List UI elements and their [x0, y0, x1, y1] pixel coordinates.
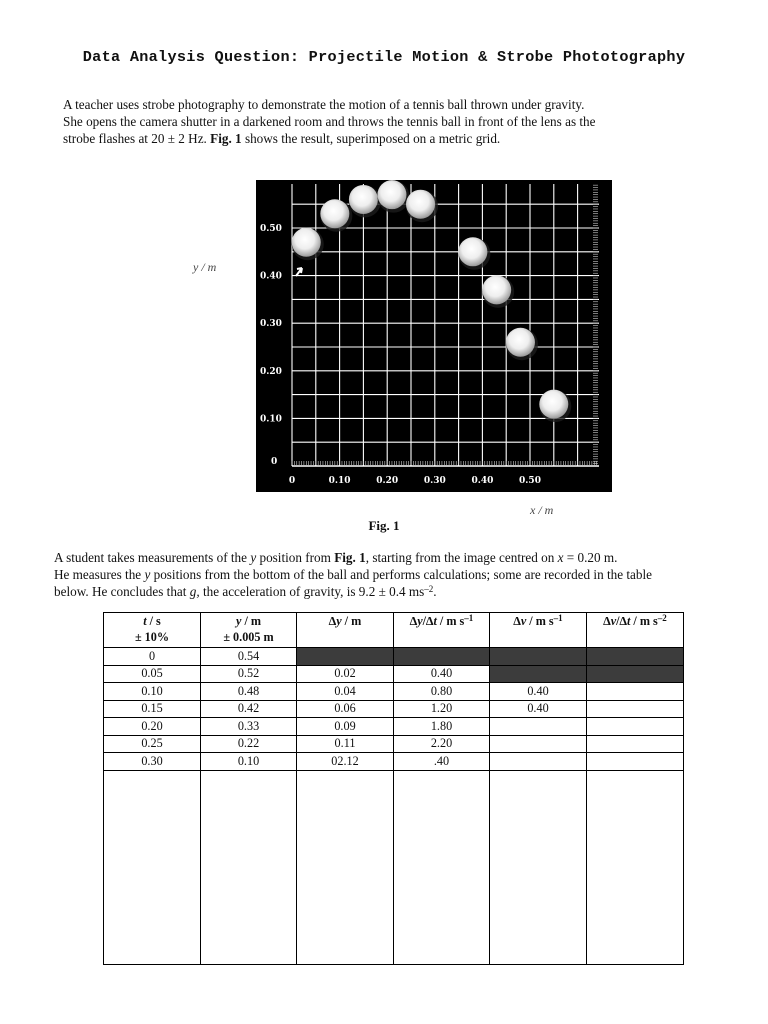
- header-dv: ∆v / m $s^{-1}$: [490, 613, 587, 648]
- student-paragraph: [54, 549, 754, 600]
- student-text: the acceleration of gravity, is 9.2 ± 0.4 ms: [199, 584, 425, 599]
- tennis-ball: [406, 190, 435, 219]
- table-cell: 1.80: [394, 718, 490, 736]
- student-text: , starting from the image centred on: [365, 550, 558, 565]
- intro-line-2: She opens the camera shutter in a darkened room and throws the tennis ball in front of the lens as the: [63, 114, 596, 129]
- header-dy: ∆y / m: [297, 613, 394, 648]
- tennis-ball: [320, 199, 349, 228]
- y-axis-label: y / m: [193, 260, 217, 274]
- table-cell: [104, 770, 201, 965]
- figure-caption: Fig. 1: [368, 518, 400, 533]
- table-cell: 0.40: [490, 683, 587, 701]
- x-tick-label: 0.50: [519, 476, 541, 486]
- student-text: .: [433, 584, 437, 599]
- y-tick-label: 0.20: [260, 366, 282, 377]
- table-cell: [587, 735, 684, 753]
- table-header-row: [104, 613, 684, 648]
- tennis-ball: [377, 180, 406, 209]
- table-cell: [490, 665, 587, 683]
- tennis-ball: [349, 185, 378, 214]
- table-cell: [587, 665, 684, 683]
- table-row: [104, 665, 684, 683]
- table-cell: 2.20: [394, 735, 490, 753]
- table-cell: 0.33: [201, 718, 297, 736]
- student-text: He measures the: [54, 567, 145, 582]
- table-cell: [490, 648, 587, 666]
- intro-line-3: [63, 130, 743, 147]
- y-tick-label: 0.30: [260, 319, 282, 330]
- table-cell: 0.10: [104, 683, 201, 701]
- table-cell: 0.11: [297, 735, 394, 753]
- table-row: [104, 770, 684, 965]
- table-cell: 0.10: [201, 753, 297, 771]
- table-cell: [490, 770, 587, 965]
- table-cell: [490, 718, 587, 736]
- table-cell: 1.20: [394, 700, 490, 718]
- x-tick-label: 0.40: [471, 476, 494, 486]
- student-text: x: [557, 550, 564, 565]
- x-tick-label: 0.20: [376, 476, 399, 486]
- y-tick-label: 0.10: [260, 414, 282, 425]
- y-tick-label: 0: [271, 457, 278, 467]
- header-time: t / s ± 10%: [104, 613, 201, 648]
- intro-line-3-a: strobe flashes at 20 ± 2 Hz.: [63, 131, 211, 146]
- x-axis-label: x / m: [530, 503, 554, 517]
- table-row: [104, 648, 684, 666]
- table-row: [104, 753, 684, 771]
- table-cell: [587, 718, 684, 736]
- student-text: below. He concludes that: [54, 584, 190, 599]
- y-tick-label: 0.40: [260, 271, 282, 282]
- student-text: –2: [424, 584, 434, 594]
- student-fig-ref: Fig. 1: [334, 550, 366, 565]
- student-text: g,: [189, 584, 200, 599]
- table-row: [104, 735, 684, 753]
- table-cell: [587, 700, 684, 718]
- tennis-ball: [458, 237, 487, 266]
- table-cell: 0.15: [104, 700, 201, 718]
- y-tick-label: 0.50: [260, 224, 282, 234]
- student-text: position from: [256, 550, 335, 565]
- x-tick-label: 0.10: [328, 476, 351, 486]
- student-text: = 0.20 m.: [563, 550, 618, 565]
- student-line-2: [54, 566, 754, 583]
- header-y: y / m ± 0.005 m: [201, 613, 297, 648]
- data-table: [103, 612, 684, 965]
- page-title: Data Analysis Question: Projectile Motion & Strobe Phototography: [82, 48, 686, 66]
- table-cell: 0.54: [201, 648, 297, 666]
- intro-line-3-b: shows the result, superimposed on a metric grid.: [241, 131, 501, 146]
- header-dy-dt: ∆y/∆t / m $s^{-1}$: [394, 613, 490, 648]
- student-text: y: [144, 567, 151, 582]
- strobe-grid: [256, 180, 612, 492]
- table-cell: 0.20: [104, 718, 201, 736]
- table-cell: [201, 770, 297, 965]
- student-text: y: [250, 550, 257, 565]
- table-cell: 0.06: [297, 700, 394, 718]
- student-text: positions from the bottom of the ball and performs calculations; some are recorded in the table: [150, 567, 653, 582]
- table-cell: [490, 753, 587, 771]
- table-cell: 0.80: [394, 683, 490, 701]
- x-tick-label: 0.30: [423, 476, 446, 486]
- table-row: [104, 683, 684, 701]
- table-cell: [297, 648, 394, 666]
- tennis-ball: [482, 275, 511, 304]
- table-cell: 0.40: [394, 665, 490, 683]
- tennis-ball: [292, 228, 321, 257]
- launch-arrow-icon: [296, 268, 302, 276]
- x-tick-label: 0: [288, 476, 296, 486]
- table-cell: 0.04: [297, 683, 394, 701]
- table-cell: 0.52: [201, 665, 297, 683]
- header-dv-dt: ∆v/∆t / m $s^{-2}$: [587, 613, 684, 648]
- table-cell: [394, 770, 490, 965]
- intro-paragraph: [63, 96, 743, 147]
- table-cell: [490, 735, 587, 753]
- table-row: [104, 718, 684, 736]
- table-cell: [587, 753, 684, 771]
- table-cell: [587, 683, 684, 701]
- table-cell: 0.09: [297, 718, 394, 736]
- table-cell: 0.25: [104, 735, 201, 753]
- table-cell: 0.02: [297, 665, 394, 683]
- table-cell: 0.42: [201, 700, 297, 718]
- student-line-3: [54, 583, 754, 600]
- intro-line-1: A teacher uses strobe photography to demonstrate the motion of a tennis ball thrown under gravity.: [63, 97, 585, 112]
- table-cell: 0: [104, 648, 201, 666]
- student-text: A student takes measurements of the: [54, 550, 251, 565]
- intro-fig-ref: Fig. 1: [210, 131, 242, 146]
- table-row: [104, 700, 684, 718]
- table-cell: 0.48: [201, 683, 297, 701]
- table-cell: [297, 770, 394, 965]
- table-cell: .40: [394, 753, 490, 771]
- strobe-photograph: [256, 180, 612, 492]
- tennis-ball: [539, 390, 568, 419]
- tennis-ball: [506, 328, 535, 357]
- student-line-1: [54, 549, 754, 566]
- table-cell: [587, 648, 684, 666]
- table-cell: [394, 648, 490, 666]
- table-cell: 0.30: [104, 753, 201, 771]
- table-cell: 02.12: [297, 753, 394, 771]
- table-cell: 0.40: [490, 700, 587, 718]
- table-cell: 0.22: [201, 735, 297, 753]
- table-cell: [587, 770, 684, 965]
- table-cell: 0.05: [104, 665, 201, 683]
